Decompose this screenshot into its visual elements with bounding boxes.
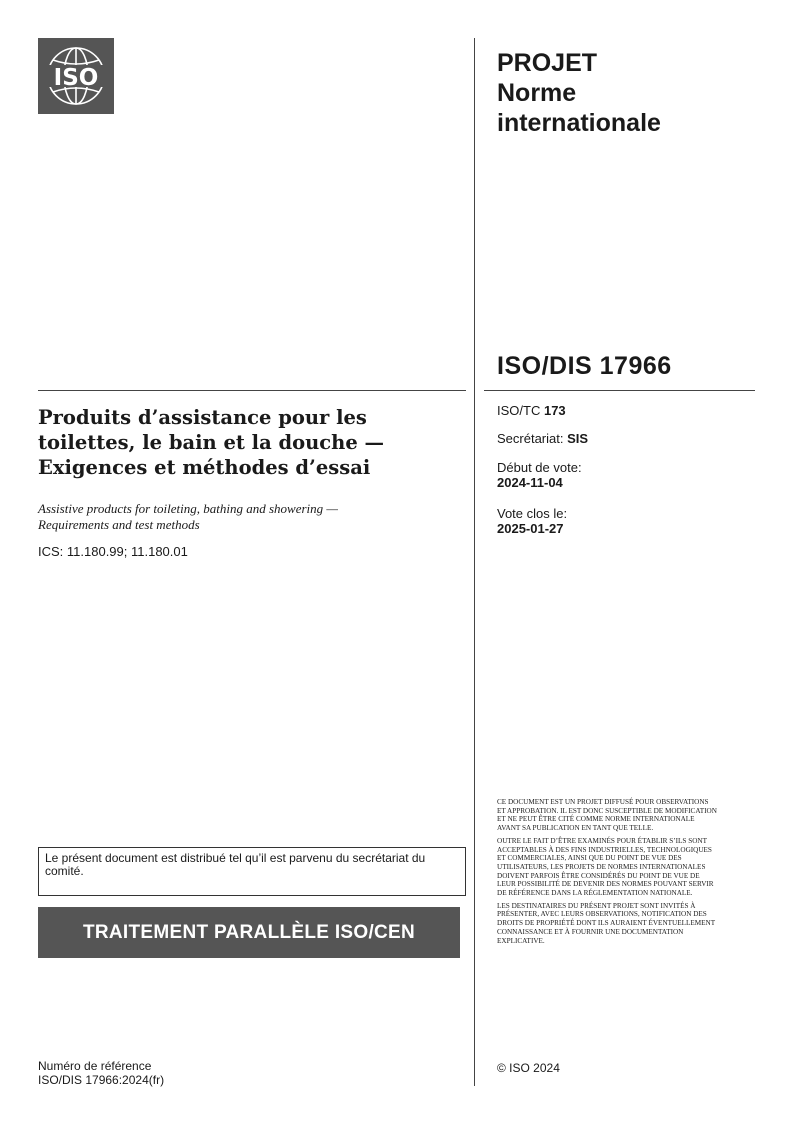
disclaimer-paragraph: CE DOCUMENT EST UN PROJET DIFFUSÉ POUR OBSERVATIONS ET APPROBATION. IL EST DONC SUSCEPTIBLE DE MODIFICATION ET NE PEUT ÊTRE CITÉ COMME NORME INTERNATIONALE AVANT SA PUBLICATION EN TANT QUE TELLE. xyxy=(497,798,717,833)
secretariat-label: Secrétariat: xyxy=(497,431,564,446)
copyright-notice: © ISO 2024 xyxy=(497,1061,560,1075)
vote-end-value: 2025-01-27 xyxy=(497,521,564,536)
horizontal-rule-right xyxy=(484,390,755,391)
vote-start xyxy=(497,460,582,490)
horizontal-rule-left xyxy=(38,390,466,391)
vote-end-label: Vote clos le: xyxy=(497,506,568,521)
english-title-line: Assistive products for toileting, bathing and showering — xyxy=(38,501,338,516)
vote-start-label: Début de vote: xyxy=(497,460,582,475)
iso-globe-icon xyxy=(38,38,114,114)
english-title xyxy=(38,501,458,533)
document-stage-heading xyxy=(497,48,767,138)
standard-number: ISO/DIS 17966 xyxy=(497,352,672,380)
reference-value: ISO/DIS 17966:2024(fr) xyxy=(38,1073,165,1087)
tc-value: 173 xyxy=(543,403,566,418)
french-title-line: Produits d’assistance pour les xyxy=(38,406,367,429)
draft-disclaimer xyxy=(497,798,717,949)
reference-label: Numéro de référence xyxy=(38,1059,152,1073)
french-title-line: toilettes, le bain et la douche — xyxy=(38,431,385,454)
iso-logo xyxy=(38,38,114,114)
disclaimer-paragraph: LES DESTINATAIRES DU PRÉSENT PROJET SONT INVITÉS À PRÉSENTER, AVEC LEURS OBSERVATIONS, NOTIFICATION DES DROITS DE PROPRIÉTÉ DONT ILS AURAIENT ÉVENTUELLEMENT CONNAISSANCE ET À FOURNIR UNE DOCUMENTATION EXPLICATIVE. xyxy=(497,901,716,945)
french-title-line: Exigences et méthodes d’essai xyxy=(38,456,371,479)
secretariat xyxy=(497,431,588,446)
distribution-notice: Le présent document est distribué tel qu’il est parvenu du secrétariat du comité. xyxy=(38,847,466,896)
vote-end xyxy=(497,506,567,536)
vote-start-value: 2024-11-04 xyxy=(497,475,563,490)
secretariat-value: SIS xyxy=(567,431,589,446)
disclaimer-paragraph: OUTRE LE FAIT D’ÊTRE EXAMINÉS POUR ÉTABLIR S’ILS SONT ACCEPTABLES À DES FINS INDUSTRIELLES, TECHNOLOGIQUES ET COMMERCIALES, AINSI QUE DU POINT DE VUE DES UTILISATEURS, LES PROJETS DE NORMES INTERNATIONALES DOIVENT PARFOIS ÊTRE CONSIDÉRÉS DU POINT DE VUE DE LEUR POSSIBILITÉ DE DEVENIR DES NORMES POUVANT SERVIR DE RÉFÉRENCE DANS LA RÉGLEMENTATION NATIONALE. xyxy=(497,836,714,898)
technical-committee xyxy=(497,403,566,418)
stage-line: Norme xyxy=(497,79,577,107)
stage-line: internationale xyxy=(497,109,661,137)
vertical-divider xyxy=(474,38,475,1086)
svg-text:ISO: ISO xyxy=(53,65,99,91)
english-title-line: Requirements and test methods xyxy=(38,517,200,532)
ics-codes: ICS: 11.180.99; 11.180.01 xyxy=(38,544,188,559)
reference-number xyxy=(38,1059,164,1087)
stage-line: PROJET xyxy=(497,49,598,77)
tc-label: ISO/TC xyxy=(497,403,541,418)
french-title xyxy=(38,405,458,480)
parallel-processing-banner: TRAITEMENT PARALLÈLE ISO/CEN xyxy=(38,907,460,958)
